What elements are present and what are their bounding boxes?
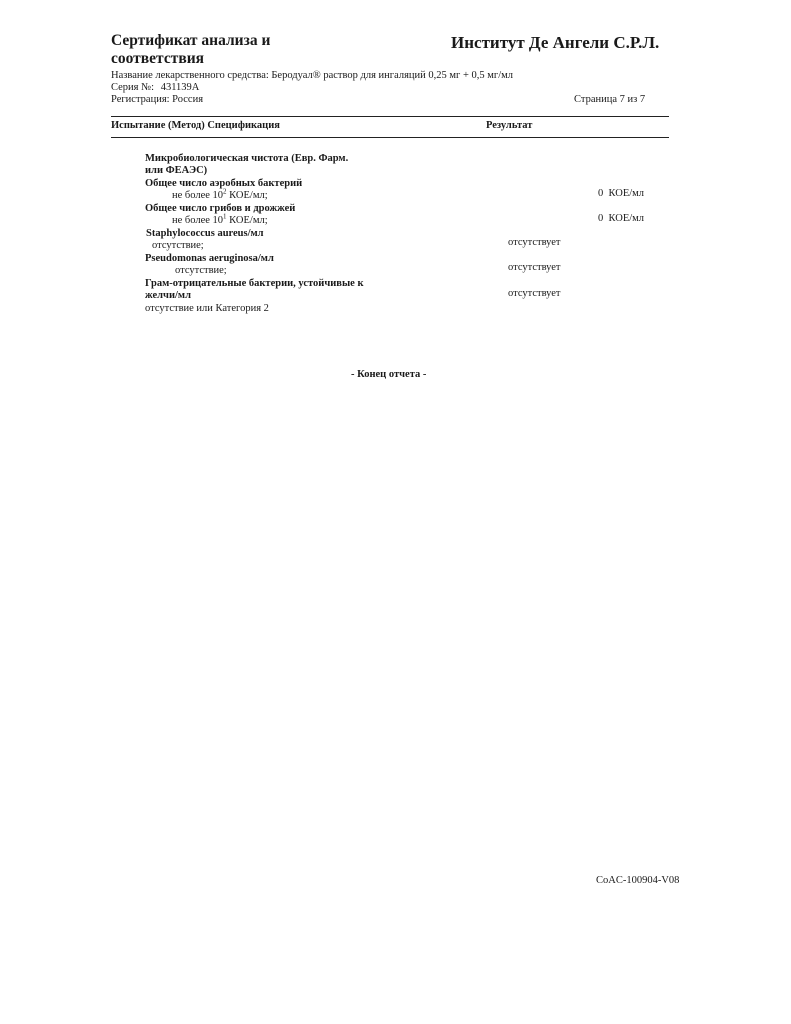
test-name-fungi: Общее число грибов и дрожжей xyxy=(145,203,296,214)
result-gram-negative: отсутствует xyxy=(508,288,561,299)
result-staphylococcus: отсутствует xyxy=(508,237,561,248)
end-of-report: - Конец отчета - xyxy=(351,369,427,380)
certificate-title-line1: Сертификат анализа и xyxy=(111,32,271,49)
result-pseudomonas: отсутствует xyxy=(508,262,561,273)
test-name-gram-negative-line2: желчи/мл xyxy=(145,290,191,301)
column-result: Результат xyxy=(486,120,533,131)
spec-aerobic: не более $10^2$ КОЕ/мл; xyxy=(172,187,268,201)
spec-pseudomonas: отсутствие; xyxy=(175,265,227,276)
test-name-gram-negative-line1: Грам-отрицательные бактерии, устойчивые к xyxy=(145,278,364,289)
series-line xyxy=(111,82,199,93)
page-number: Страница 7 из 7 xyxy=(574,94,646,105)
registration: Регистрация: Россия xyxy=(111,94,204,105)
test-name-pseudomonas: Pseudomonas aeruginosa/мл xyxy=(145,253,274,264)
certificate-title-line2: соответствия xyxy=(111,50,205,67)
spec-gram-negative: отсутствие или Категория 2 xyxy=(145,303,269,314)
series-label: Серия №: xyxy=(111,82,155,93)
test-name-aerobic: Общее число аэробных бактерий xyxy=(145,178,303,189)
series-value: 431139А xyxy=(160,82,200,93)
section-title-line1: Микробиологическая чистота (Евр. Фарм. xyxy=(145,153,349,164)
drug-name: Название лекарственного средства: Беродуал® раствор для ингаляций 0,25 мг + 0,5 мг/мл xyxy=(111,70,514,81)
result-aerobic: 0 КОЕ/мл xyxy=(598,188,645,199)
result-fungi: 0 КОЕ/мл xyxy=(598,213,645,224)
column-test-spec: Испытание (Метод) Спецификация xyxy=(111,120,280,131)
spec-staphylococcus: отсутствие; xyxy=(152,240,204,251)
header-top-rule xyxy=(111,116,669,117)
header-bottom-rule xyxy=(111,137,669,138)
company-name: Институт Де Ангели С.Р.Л. xyxy=(451,33,660,52)
section-title-line2: или ФЕАЭС) xyxy=(145,165,208,176)
spec-fungi: не более $10^1$ КОЕ/мл; xyxy=(172,212,268,226)
test-name-staphylococcus: Staphylococcus aureus/мл xyxy=(146,228,264,239)
footer-document-code: CoAC-100904-V08 xyxy=(596,875,680,886)
